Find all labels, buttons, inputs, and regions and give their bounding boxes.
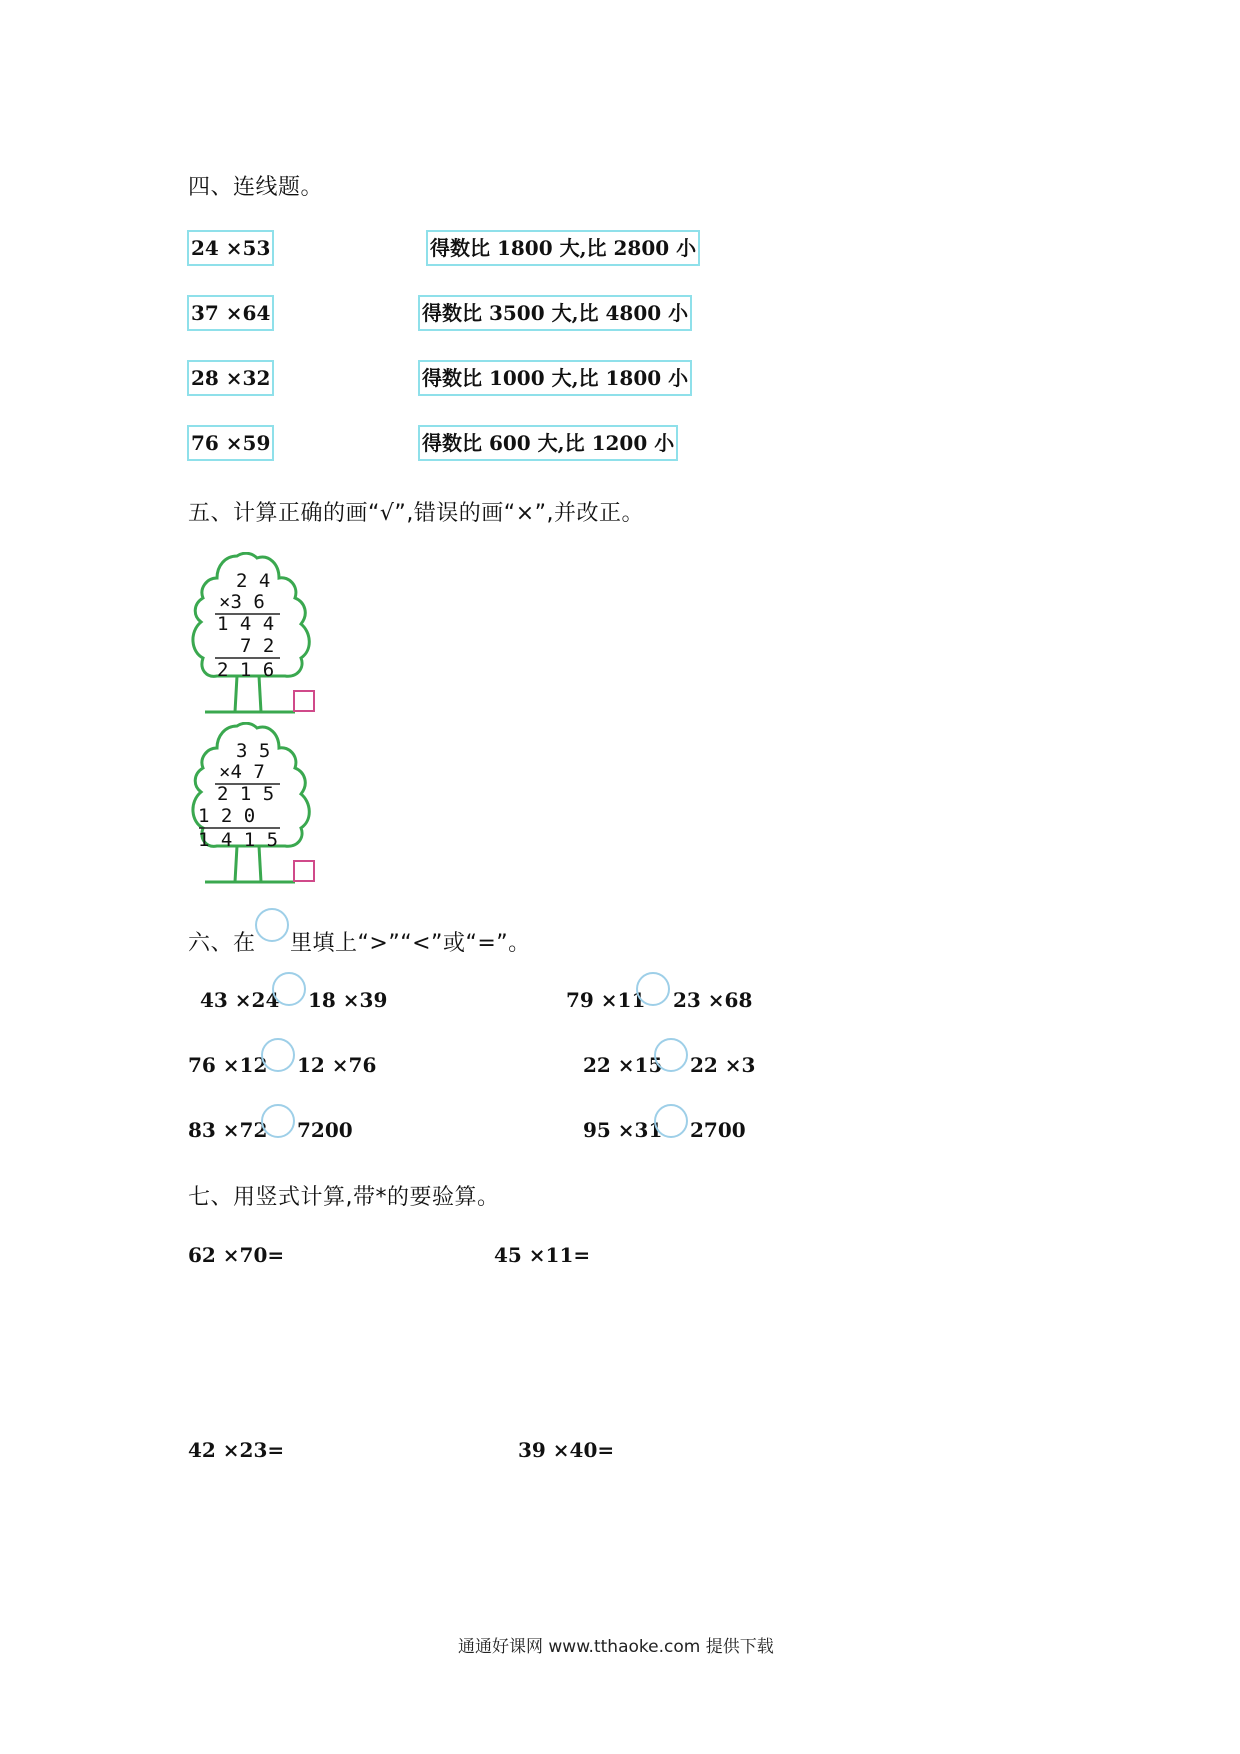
compare-row3-left-b: 7200 <box>297 1118 353 1142</box>
vertical-calc-1: 62 ×70= <box>188 1243 285 1267</box>
match-left-2[interactable]: 37 ×64 <box>187 295 274 331</box>
compare-row1-left-b: 18 ×39 <box>308 988 388 1012</box>
compare-row3-right-a: 95 ×31 <box>583 1118 663 1142</box>
match-right-3[interactable]: 得数比 1000 大,比 1800 小 <box>418 360 692 396</box>
compare-row3-left-a: 83 ×72 <box>188 1118 268 1142</box>
vertical-calc-4: 39 ×40= <box>518 1438 615 1462</box>
tree2-partial-2: 1 2 0 <box>198 805 256 827</box>
tree1-multiplicand: 2 4 <box>236 570 271 592</box>
compare-row2-right-b: 22 ×3 <box>690 1053 756 1077</box>
compare-row2-left-a: 76 ×12 <box>188 1053 268 1077</box>
tree1-answer-box[interactable] <box>293 690 315 712</box>
match-right-2[interactable]: 得数比 3500 大,比 4800 小 <box>418 295 692 331</box>
section6-heading-pre: 六、在 <box>188 931 256 956</box>
section7-heading: 七、用竖式计算,带*的要验算。 <box>188 1185 500 1210</box>
section4-heading: 四、连线题。 <box>188 175 324 200</box>
compare-circle-5[interactable] <box>261 1104 295 1138</box>
compare-circle-2[interactable] <box>636 972 670 1006</box>
compare-circle-6[interactable] <box>654 1104 688 1138</box>
compare-row1-right-a: 79 ×11 <box>566 988 646 1012</box>
vertical-calc-2: 45 ×11= <box>494 1243 591 1267</box>
vertical-calc-3: 42 ×23= <box>188 1438 285 1462</box>
tree1-multiplier: ×3 6 <box>219 591 265 613</box>
match-right-4[interactable]: 得数比 600 大,比 1200 小 <box>418 425 678 461</box>
compare-circle-4[interactable] <box>654 1038 688 1072</box>
compare-row1-right-b: 23 ×68 <box>673 988 753 1012</box>
section6-heading-post: 里填上“>”“<”或“=”。 <box>290 931 531 956</box>
compare-row3-right-b: 2700 <box>690 1118 746 1142</box>
compare-row1-left-a: 43 ×24 <box>200 988 280 1012</box>
tree2-multiplicand: 3 5 <box>236 740 271 762</box>
match-left-1[interactable]: 24 ×53 <box>187 230 274 266</box>
tree1-partial-2: 7 2 <box>240 635 275 657</box>
section5-heading: 五、计算正确的画“√”,错误的画“×”,并改正。 <box>188 501 645 526</box>
compare-circle-1[interactable] <box>272 972 306 1006</box>
match-left-4[interactable]: 76 ×59 <box>187 425 274 461</box>
compare-row2-right-a: 22 ×15 <box>583 1053 663 1077</box>
tree1-result: 2 1 6 <box>217 659 275 681</box>
compare-circle-3[interactable] <box>261 1038 295 1072</box>
heading-circle-icon <box>255 908 289 942</box>
tree1-partial-1: 1 4 4 <box>217 613 275 635</box>
page-footer: 通通好课网 www.tthaoke.com 提供下载 <box>458 1637 774 1657</box>
tree2-partial-1: 2 1 5 <box>217 783 275 805</box>
match-left-3[interactable]: 28 ×32 <box>187 360 274 396</box>
match-right-1[interactable]: 得数比 1800 大,比 2800 小 <box>426 230 700 266</box>
compare-row2-left-b: 12 ×76 <box>297 1053 377 1077</box>
tree2-multiplier: ×4 7 <box>219 761 265 783</box>
tree2-answer-box[interactable] <box>293 860 315 882</box>
tree2-result: 1 4 1 5 <box>198 829 279 851</box>
